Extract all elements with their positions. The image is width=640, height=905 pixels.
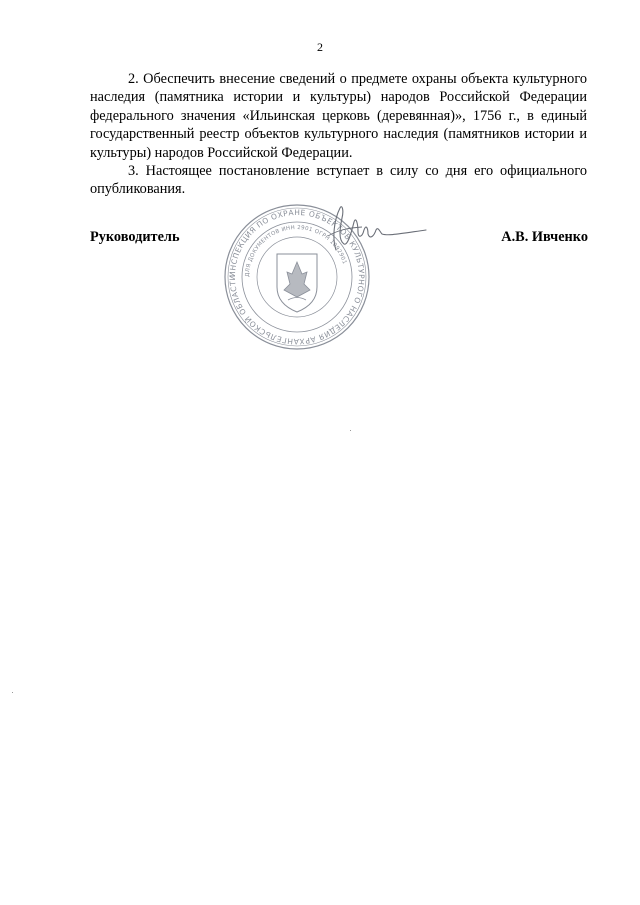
scan-speck bbox=[12, 692, 13, 693]
handwritten-signature bbox=[318, 200, 428, 260]
scan-speck bbox=[350, 430, 351, 431]
paragraph-2: 2. Обеспечить внесение сведений о предмете охраны объекта культурного наследия (памятника истории и культуры) народов Российской Федерации федерального значения «Ильинская церковь (деревянная)», 1756 г., в единый государственный реестр объектов культурного наследия (памятников истории и культуры) народов Российской Федерации. bbox=[90, 71, 587, 161]
seal-outer-text: ИНСПЕКЦИЯ ПО ОХРАНЕ ОБЪЕКТОВ КУЛЬТУРНОГО НАСЛЕДИЯ АРХАНГЕЛЬСКОЙ ОБЛАСТИ bbox=[227, 207, 367, 347]
signatory-role: Руководитель bbox=[90, 229, 180, 245]
paragraph-3: 3. Настоящее постановление вступает в силу со дня его официального опубликования. bbox=[90, 163, 587, 198]
seal-inner-text: ДЛЯ ДОКУМЕНТОВ ИНН 2901 ОГРН 1092901 bbox=[244, 224, 348, 278]
signatory-name: А.В. Ивченко bbox=[501, 229, 588, 245]
page-number: 2 bbox=[317, 40, 323, 54]
document-body bbox=[90, 70, 587, 199]
